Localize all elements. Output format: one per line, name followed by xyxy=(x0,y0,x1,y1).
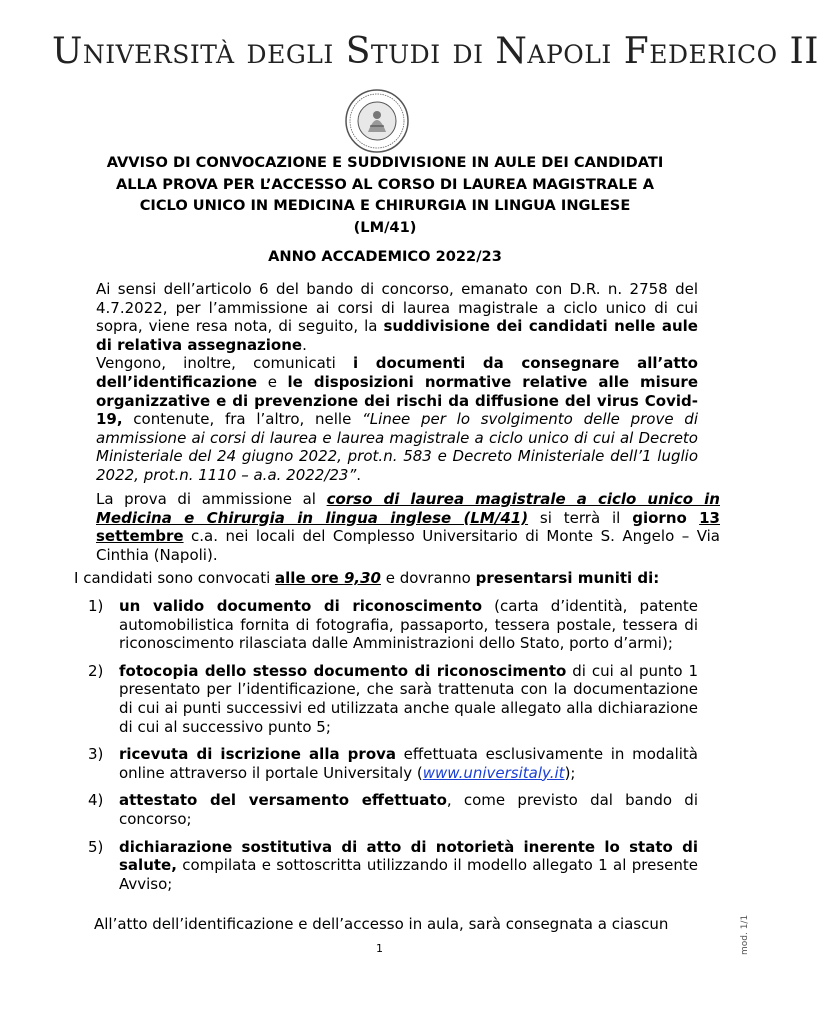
closing-line: All’atto dell’identificazione e dell’accesso in aula, sarà consegnata a ciascun xyxy=(94,915,669,933)
page-number: 1 xyxy=(376,942,383,955)
university-masthead: Università degli Studi di Napoli Federico II xyxy=(52,31,819,72)
universitaly-link[interactable]: www.universitaly.it xyxy=(422,763,565,782)
list-item: 2) fotocopia dello stesso documento di riconoscimento di cui al punto 1 presentato per l’identificazione, che sarà trattenuta con la documentazione di cui ai punti successivi ed utilizzata anche quale allegato alla dichiarazione di cui al successivo punto 5; xyxy=(88,661,698,736)
list-item: 5) dichiarazione sostitutiva di atto di notorietà inerente lo stato di salute, compilata e sottoscritta utilizzando il modello allegato 1 al presente Avviso; xyxy=(88,837,698,893)
university-seal-icon xyxy=(344,88,410,154)
documents-list xyxy=(74,597,698,902)
list-item: 1) un valido documento di riconoscimento (carta d’identità, patente automobilistica fornita di fotografia, passaporto, tessera postale, tessera di riconoscimento rilasciata dalle Amministrazioni dello Stato, porto d’armi); xyxy=(88,597,698,653)
notice-title: AVVISO DI CONVOCAZIONE E SUDDIVISIONE IN AULE DEI CANDIDATI ALLA PROVA PER L’ACCESSO AL CORSO DI LAUREA MAGISTRALE A CICLO UNICO IN MEDICINA E CHIRURGIA IN LINGUA INGLESE (LM/41) xyxy=(106,154,664,236)
list-item: 3) ricevuta di iscrizione alla prova effettuata esclusivamente in modalità online attraverso il portale Universitaly (www.universitaly.it); xyxy=(88,745,698,782)
intro-paragraph: Ai sensi dell’articolo 6 del bando di concorso, emanato con D.R. n. 2758 del 4.7.2022, per l’ammissione ai corsi di laurea magistrale a ciclo unico di cui sopra, viene resa nota, di seguito, la suddivisione dei candidati nelle aule di relativa assegnazione. Vengono, inoltre, comunicati i documenti da consegnare all’atto dell’identificazione e le disposizioni normative relative alle misure organizzative e di prevenzione dei rischi da diffusione del virus Covid-19, contenute, fra l’altro, nelle “Linee per lo svolgimento delle prove di ammissione ai corsi di laurea e laurea magistrale a ciclo unico di cui al Decreto Ministeriale del 24 giugno 2022, prot.n. 583 e Decreto Ministeriale dell’1 luglio 2022, prot.n. 1110 – a.a. 2022/23”. xyxy=(96,280,699,484)
academic-year: ANNO ACCADEMICO 2022/23 xyxy=(268,248,502,265)
list-item: 4) attestato del versamento effettuato, come previsto dal bando di concorso; xyxy=(88,791,698,828)
convocation-paragraph: I candidati sono convocati alle ore 9,30 e dovranno presentarsi muniti di: xyxy=(74,569,660,587)
exam-paragraph: La prova di ammissione al corso di laurea magistrale a ciclo unico in Medicina e Chirurgia in lingua inglese (LM/41) si terrà il giorno 13 settembre c.a. nei locali del Complesso Universitario di Monte S. Angelo – Via Cinthia (Napoli). xyxy=(96,490,720,564)
side-note: mod. 1/1 xyxy=(740,914,750,955)
